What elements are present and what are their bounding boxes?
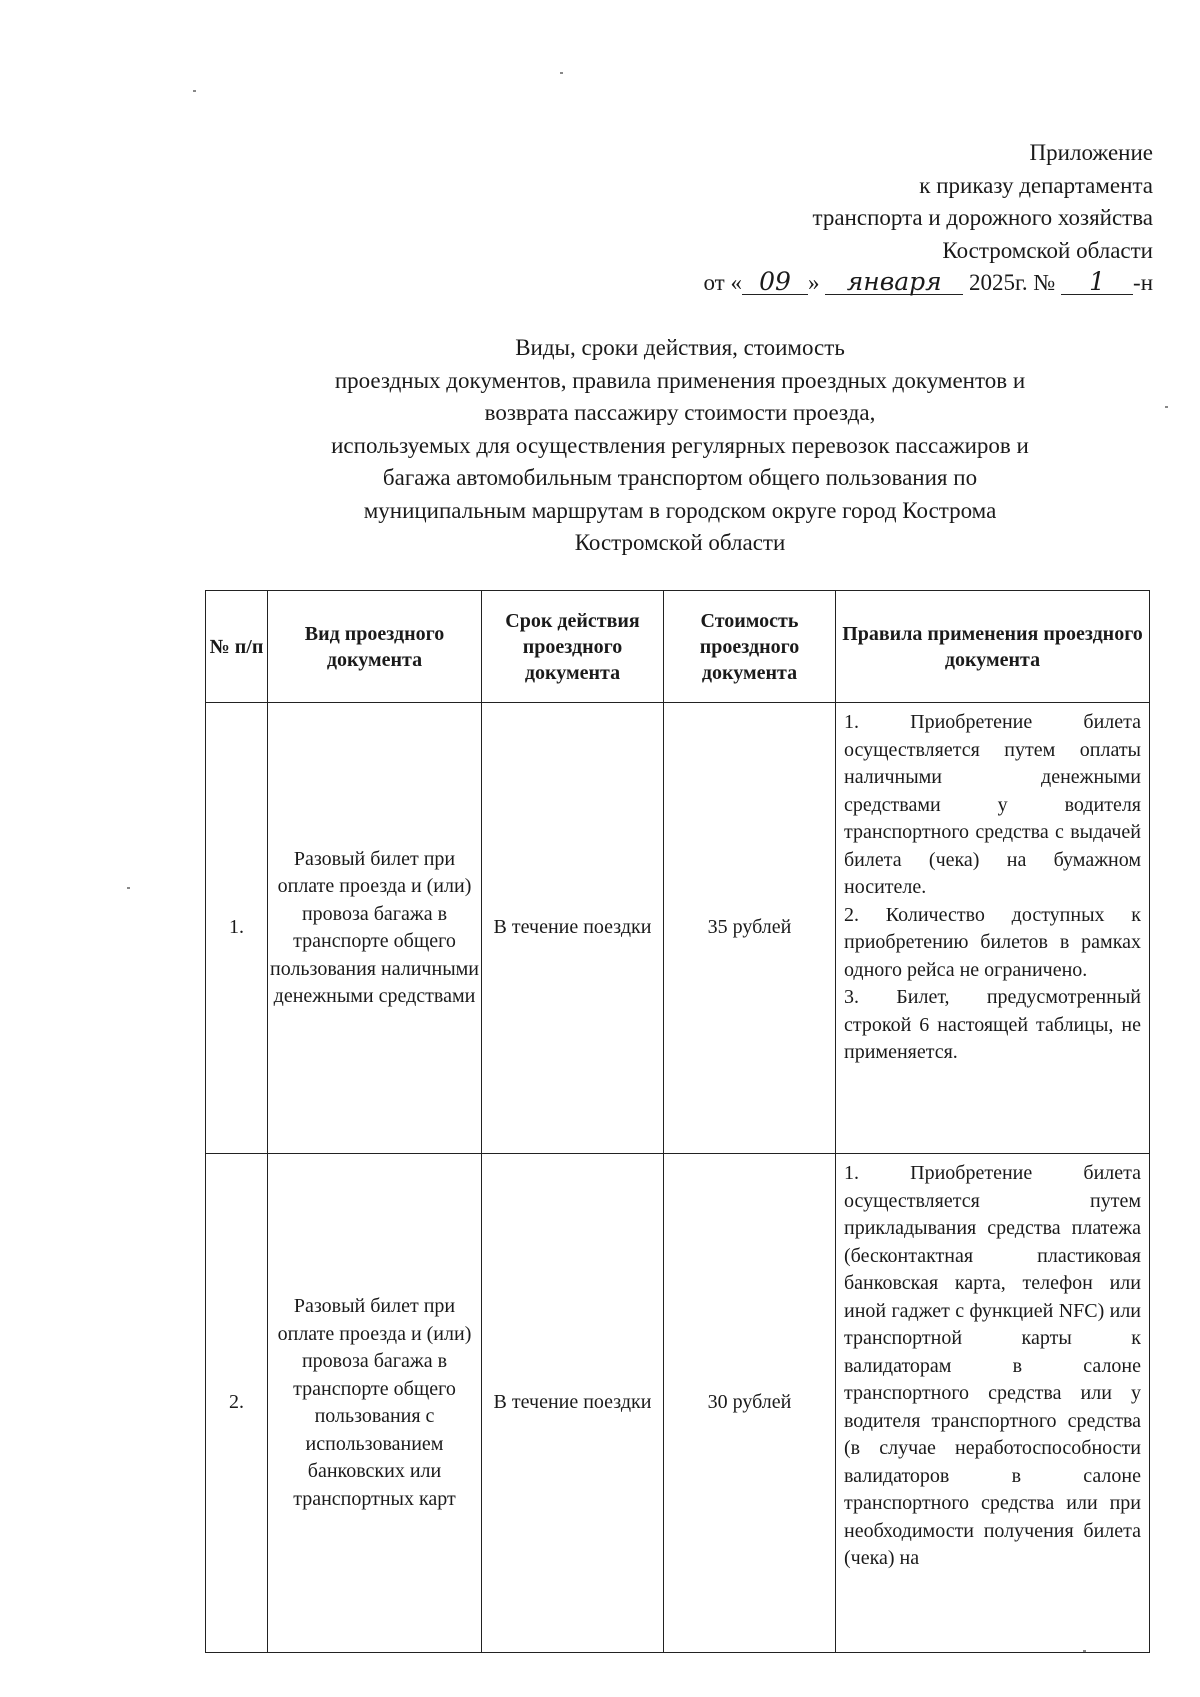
cell-term: В течение поездки (482, 703, 664, 1154)
order-number: 1 (1061, 270, 1133, 295)
date-day: 09 (742, 270, 808, 295)
table-row (206, 1154, 1150, 1653)
order-date-line (703, 267, 1153, 300)
title-line: используемых для осуществления регулярных перевозок пассажиров и (331, 432, 1029, 458)
rule-item: 3. Билет, предусмотренный строкой 6 настоящей таблицы, не применяется. (844, 986, 1141, 1063)
scan-speck (1083, 1650, 1086, 1652)
cell-rules (836, 1154, 1150, 1653)
date-year-suffix: г. № (1014, 270, 1056, 295)
date-year: 2025 (968, 270, 1015, 295)
appendix-line: транспорта и дорожного хозяйства (812, 205, 1153, 230)
title-line: Виды, сроки действия, стоимость (515, 335, 845, 360)
header-term: Срок действия проездного документа (482, 591, 664, 703)
cell-num: 1. (206, 703, 268, 1154)
title-line: возврата пассажиру стоимости проезда, (484, 400, 876, 425)
table-row (206, 703, 1150, 1154)
cell-num: 2. (206, 1154, 268, 1653)
cell-cost: 35 рублей (664, 703, 836, 1154)
cell-type: Разовый билет при оплате проезда и (или) провоза багажа в транспорте общего пользования с использованием банковских или транспортных карт (268, 1154, 482, 1653)
date-prefix: от « (703, 270, 742, 295)
title-line: муниципальным маршрутам в городском округе город Кострома (363, 497, 997, 523)
rule-item: 1. Приобретение билета осуществляется путем оплаты наличными денежными средствами у водителя транспортного средства с выдачей билета (чека) на бумажном носителе. (844, 711, 1141, 898)
header-num: № п/п (206, 591, 268, 703)
scan-speck (127, 887, 130, 889)
scan-speck (1165, 406, 1168, 408)
header-type: Вид проездного документа (268, 591, 482, 703)
date-mid: » (807, 270, 820, 295)
document-title (200, 332, 1160, 560)
appendix-block (703, 137, 1153, 300)
tickets-table (205, 590, 1150, 1653)
header-rules: Правила применения проездного документа (836, 591, 1150, 703)
rule-item: 2. Количество доступных к приобретению билетов в рамках одного рейса не ограничено. (844, 903, 1141, 981)
cell-cost: 30 рублей (664, 1154, 836, 1653)
cell-rules (836, 703, 1150, 1154)
appendix-line: Приложение (1029, 140, 1153, 165)
rule-item: 1. Приобретение билета осуществляется путем прикладывания средства платежа (бесконтактная пластиковая банковская карта, телефон или иной гаджет с функцией NFC) или транспортной карты к валидаторам в салоне транспортного средства или у водителя транспортного средства (в случае неработоспособности валидаторов в салоне транспортного средства или при необходимости получения билета (чека) на (844, 1162, 1141, 1569)
cell-term: В течение поездки (482, 1154, 664, 1653)
scan-speck (193, 90, 196, 92)
order-suffix: -н (1133, 270, 1153, 295)
header-cost: Стоимость проездного документа (664, 591, 836, 703)
title-line: багажа автомобильным транспортом общего пользования по (382, 465, 978, 490)
title-line: Костромской области (574, 530, 786, 555)
appendix-line: к приказу департамента (919, 172, 1153, 198)
title-line: проездных документов, правила применения проездных документов и (334, 367, 1026, 393)
table-header-row (206, 591, 1150, 703)
date-month: января (825, 270, 963, 295)
scan-speck (560, 72, 563, 74)
appendix-line: Костромской области (942, 237, 1153, 263)
cell-type: Разовый билет при оплате проезда и (или) провоза багажа в транспорте общего пользования наличными денежными средствами (268, 703, 482, 1154)
